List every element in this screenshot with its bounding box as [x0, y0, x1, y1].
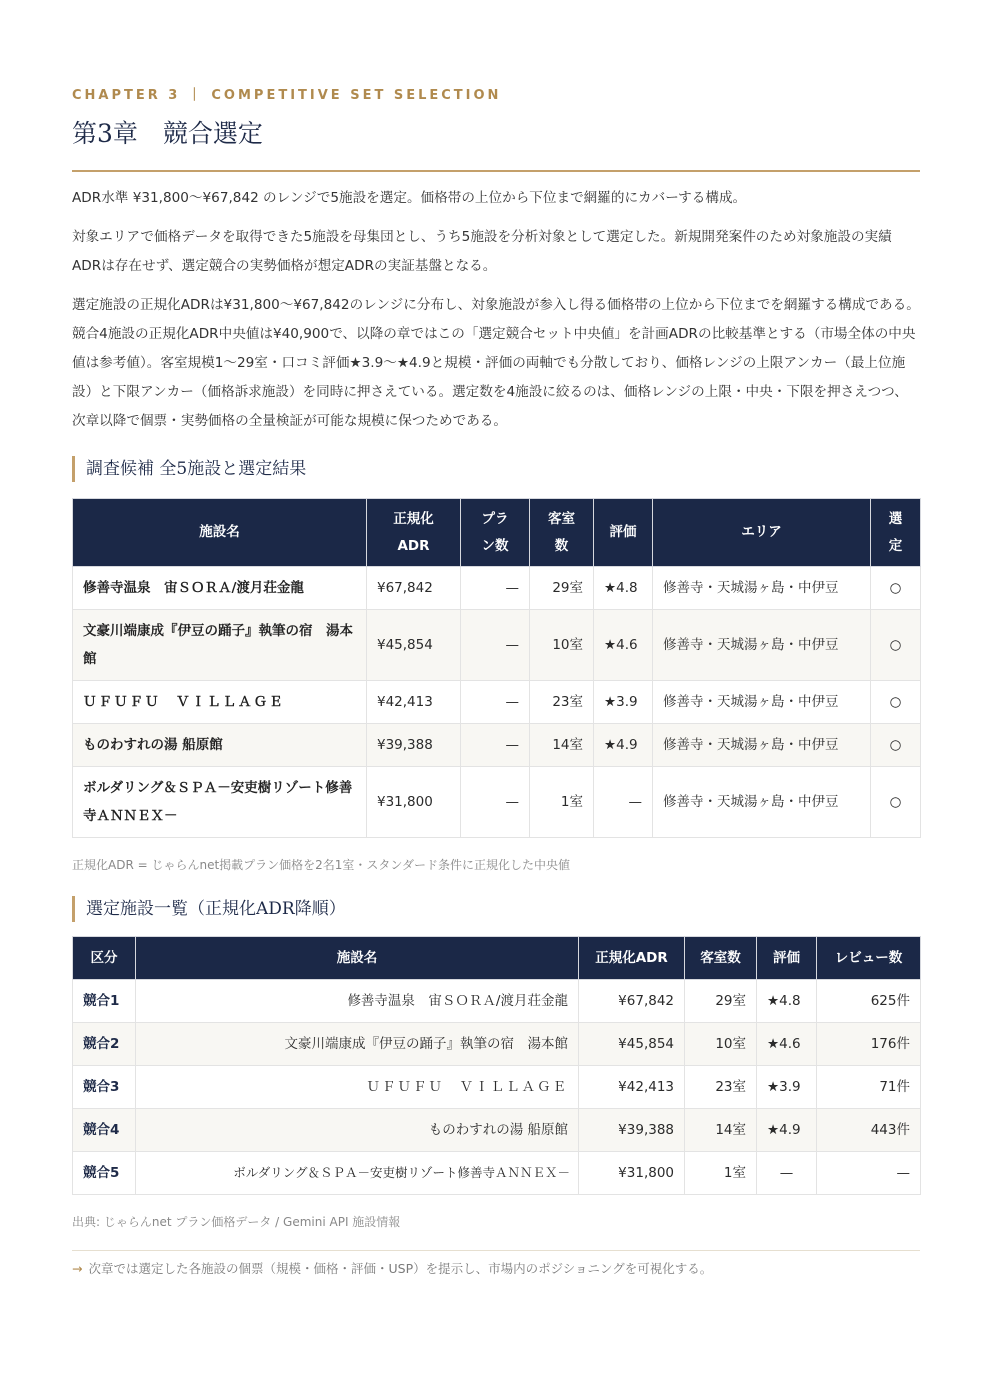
plan-count: — — [461, 681, 530, 724]
review-count: 443件 — [817, 1109, 921, 1152]
rating: ★4.6 — [757, 1023, 817, 1066]
chapter-content — [72, 86, 920, 1279]
room-count: 14室 — [530, 724, 594, 767]
adr-value: ¥42,413 — [579, 1066, 685, 1109]
adr-value: ¥67,842 — [367, 567, 461, 610]
facility-name: 文豪川端康成『伊豆の踊子』執筆の宿 湯本館 — [136, 1023, 579, 1066]
column-header: レビュー数 — [817, 937, 921, 980]
column-header: 客室数 — [685, 937, 757, 980]
selected-mark: ○ — [871, 767, 921, 838]
selected-table — [72, 936, 921, 1195]
plan-count: — — [461, 610, 530, 681]
table-row — [73, 1066, 921, 1109]
rating: ★4.8 — [757, 980, 817, 1023]
section-heading-selected: 選定施設一覧（正規化ADR降順） — [72, 896, 920, 922]
room-count: 1室 — [530, 767, 594, 838]
adr-value: ¥45,854 — [579, 1023, 685, 1066]
segment-label: 競合2 — [73, 1023, 136, 1066]
area: 修善寺・天城湯ヶ島・中伊豆 — [653, 567, 871, 610]
column-header: 施設名 — [136, 937, 579, 980]
selected-mark: ○ — [871, 681, 921, 724]
review-count: 625件 — [817, 980, 921, 1023]
rating: ★4.8 — [594, 567, 653, 610]
facility-name: 修善寺温泉 宙ＳＯＲＡ/渡月荘金龍 — [73, 567, 367, 610]
room-count: 10室 — [685, 1023, 757, 1066]
review-count: 71件 — [817, 1066, 921, 1109]
facility-name: 修善寺温泉 宙ＳＯＲＡ/渡月荘金龍 — [136, 980, 579, 1023]
body-paragraph: 選定施設の正規化ADRは¥31,800〜¥67,842のレンジに分布し、対象施設が参入し得る価格帯の上位から下位までを網羅する構成である。競合4施設の正規化ADR中央値は¥40,900で、以降の章ではこの「選定競合セット中央値」を計画ADRの比較基準とする（市場全体の中央値は参考値）。客室規模1〜29室・口コミ評価★3.9〜★4.9と規模・評価の両軸でも分散しており、価格レンジの上限アンカー（最上位施設）と下限アンカー（価格訴求施設）を同時に押さえている。選定数を4施設に絞るのは、価格レンジの上限・中央・下限を押さえつつ、次章以降で個票・実勢価格の全量検証が可能な規模に保つためである。 — [72, 297, 920, 429]
segment-label: 競合4 — [73, 1109, 136, 1152]
adr-value: ¥31,800 — [367, 767, 461, 838]
table-header-row — [73, 937, 921, 980]
rating: — — [594, 767, 653, 838]
adr-value: ¥42,413 — [367, 681, 461, 724]
column-header: 客室 数 — [530, 499, 594, 567]
lead-paragraph: ADR水準 ¥31,800〜¥67,842 のレンジで5施設を選定。価格帯の上位から下位まで網羅的にカバーする構成。 — [72, 190, 747, 206]
selected-mark: ○ — [871, 567, 921, 610]
column-header: プラ ン数 — [461, 499, 530, 567]
candidates-note: 正規化ADR = じゃらんnet掲載プラン価格を2名1室・スタンダード条件に正規化した中央値 — [72, 858, 570, 872]
divider — [72, 1250, 920, 1251]
column-header: 評価 — [594, 499, 653, 567]
table-row — [73, 767, 921, 838]
adr-value: ¥39,388 — [367, 724, 461, 767]
area: 修善寺・天城湯ヶ島・中伊豆 — [653, 724, 871, 767]
rating: ★4.9 — [594, 724, 653, 767]
review-count: — — [817, 1152, 921, 1195]
area: 修善寺・天城湯ヶ島・中伊豆 — [653, 681, 871, 724]
arrow-right-icon: → — [72, 1261, 83, 1276]
table-header-row — [73, 499, 921, 567]
rating: ★4.9 — [757, 1109, 817, 1152]
room-count: 23室 — [530, 681, 594, 724]
adr-value: ¥45,854 — [367, 610, 461, 681]
table-row — [73, 681, 921, 724]
area: 修善寺・天城湯ヶ島・中伊豆 — [653, 767, 871, 838]
review-count: 176件 — [817, 1023, 921, 1066]
facility-name: ものわすれの湯 船原館 — [73, 724, 367, 767]
room-count: 1室 — [685, 1152, 757, 1195]
column-header: 施設名 — [73, 499, 367, 567]
column-header: エリア — [653, 499, 871, 567]
table-row — [73, 980, 921, 1023]
next-chapter-text: 次章では選定した各施設の個票（規模・価格・評価・USP）を提示し、市場内のポジショニングを可視化する。 — [88, 1261, 713, 1276]
chapter-title: 第3章 競合選定 — [72, 119, 263, 148]
table-row — [73, 1023, 921, 1066]
segment-label: 競合1 — [73, 980, 136, 1023]
area: 修善寺・天城湯ヶ島・中伊豆 — [653, 610, 871, 681]
facility-name: ＵＦＵＦＵ ＶＩＬＬＡＧＥ — [136, 1066, 579, 1109]
room-count: 29室 — [685, 980, 757, 1023]
section-heading-candidates: 調査候補 全5施設と選定結果 — [72, 456, 920, 482]
rating: ★3.9 — [594, 681, 653, 724]
selected-mark: ○ — [871, 724, 921, 767]
adr-value: ¥67,842 — [579, 980, 685, 1023]
segment-label: 競合3 — [73, 1066, 136, 1109]
column-header: 選 定 — [871, 499, 921, 567]
chapter-label: CHAPTER 3 ｜ COMPETITIVE SET SELECTION — [72, 88, 502, 103]
facility-name: ものわすれの湯 船原館 — [136, 1109, 579, 1152]
plan-count: — — [461, 567, 530, 610]
adr-value: ¥39,388 — [579, 1109, 685, 1152]
table-row — [73, 610, 921, 681]
room-count: 10室 — [530, 610, 594, 681]
column-header: 区分 — [73, 937, 136, 980]
next-chapter-note — [72, 1259, 920, 1279]
room-count: 29室 — [530, 567, 594, 610]
adr-value: ¥31,800 — [579, 1152, 685, 1195]
table-row — [73, 567, 921, 610]
table-row — [73, 1152, 921, 1195]
room-count: 14室 — [685, 1109, 757, 1152]
title-rule — [72, 170, 920, 172]
room-count: 23室 — [685, 1066, 757, 1109]
rating: ★3.9 — [757, 1066, 817, 1109]
column-header: 正規化ADR — [579, 937, 685, 980]
source-note: 出典: じゃらんnet プラン価格データ / Gemini API 施設情報 — [72, 1215, 401, 1229]
rating: ★4.6 — [594, 610, 653, 681]
segment-label: 競合5 — [73, 1152, 136, 1195]
plan-count: — — [461, 767, 530, 838]
facility-name: 文豪川端康成『伊豆の踊子』執筆の宿 湯本館 — [73, 610, 367, 681]
body-paragraph: 対象エリアで価格データを取得できた5施設を母集団とし、うち5施設を分析対象として選定した。新規開発案件のため対象施設の実績ADRは存在せず、選定競合の実勢価格が想定ADRの実証基盤となる。 — [72, 229, 892, 274]
rating: — — [757, 1152, 817, 1195]
facility-name: ＵＦＵＦＵ ＶＩＬＬＡＧＥ — [73, 681, 367, 724]
facility-name: ボルダリング＆ＳＰＡ－安吏樹リゾート修善寺ＡＮＮＥＸ－ — [73, 767, 367, 838]
table-row — [73, 724, 921, 767]
facility-name: ボルダリング＆ＳＰＡ－安吏樹リゾート修善寺ＡＮＮＥＸ－ — [136, 1152, 579, 1195]
selected-mark: ○ — [871, 610, 921, 681]
column-header: 評価 — [757, 937, 817, 980]
table-row — [73, 1109, 921, 1152]
plan-count: — — [461, 724, 530, 767]
column-header: 正規化 ADR — [367, 499, 461, 567]
candidates-table — [72, 498, 921, 838]
